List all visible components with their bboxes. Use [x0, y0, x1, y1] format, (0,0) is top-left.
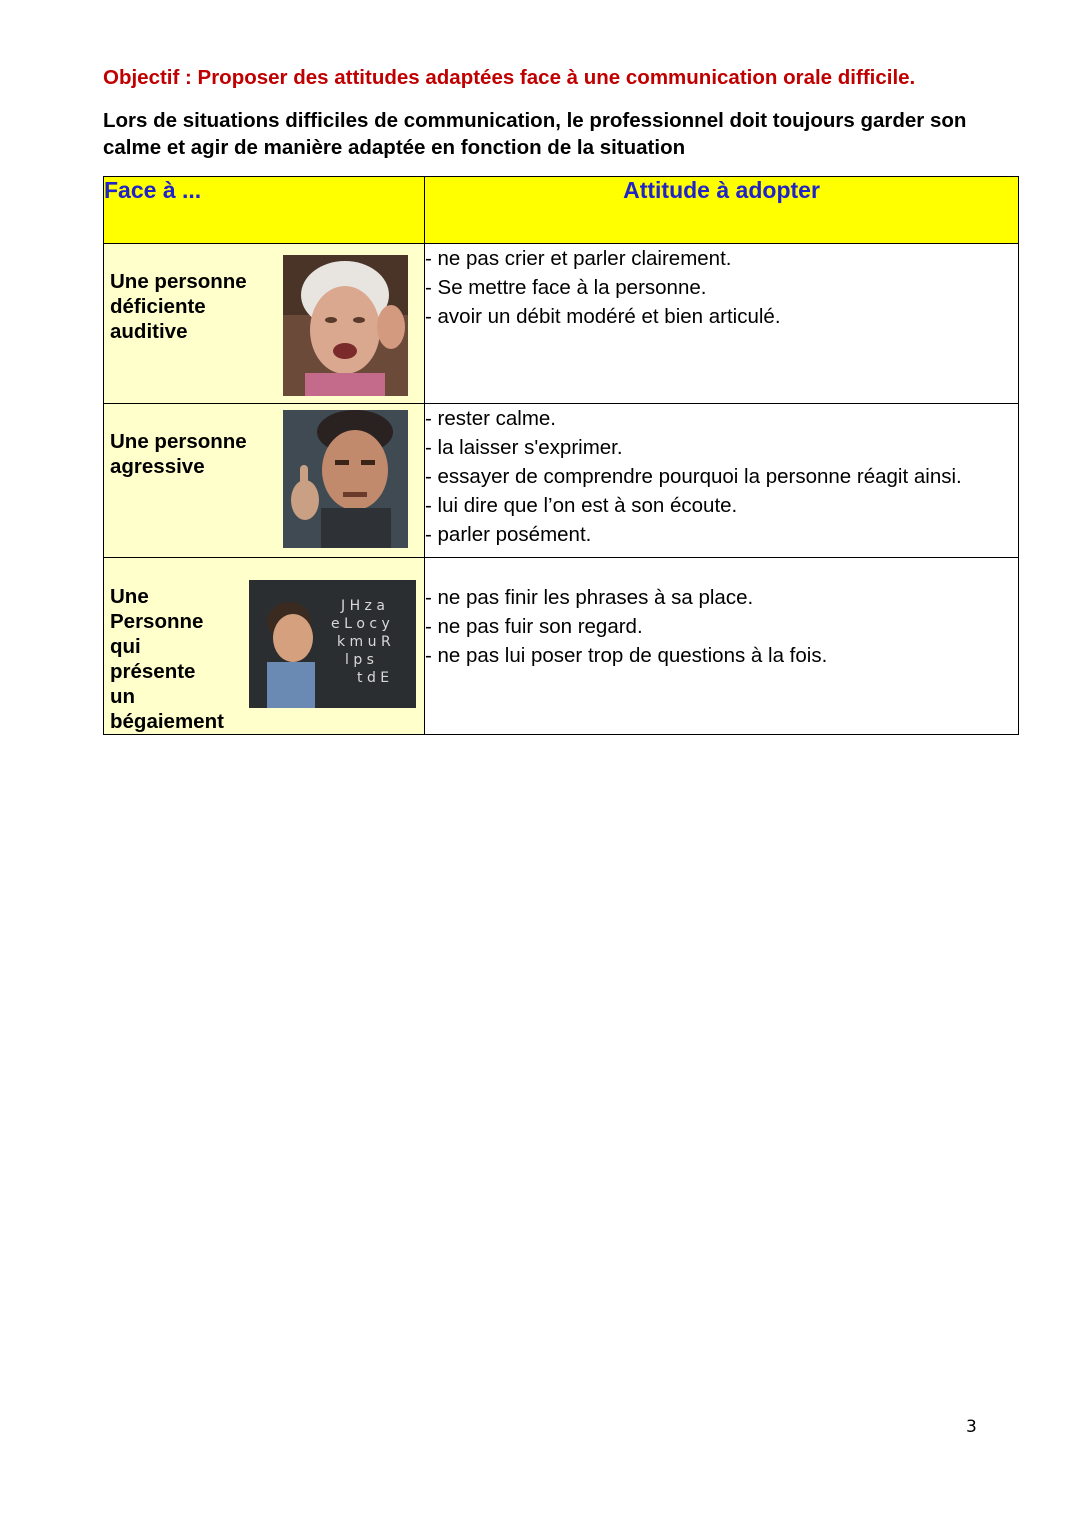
elderly-woman-hearing-photo-icon [283, 255, 408, 396]
situation-label: Une Personne qui présente un bégaiement [110, 585, 224, 733]
situation-cell [104, 558, 425, 735]
svg-text:e L o c y: e L o c y [331, 616, 390, 632]
attitude-cell: - rester calme. - la laisser s'exprimer. - essayer de comprendre pourquoi la personne réagit ainsi. - lui dire que l’on est à son écoute. - parler posément. [425, 404, 1019, 558]
svg-text:J H z a: J H z a [341, 598, 385, 614]
svg-text:t d E: t d E [357, 670, 390, 686]
intro-paragraph: Lors de situations difficiles de communication, le professionnel doit toujours garder son calme et agir de manière adaptée en fonction de la situation [103, 109, 967, 159]
situation-label: Une personne agressive [110, 430, 247, 478]
attitudes-table [103, 176, 1019, 735]
angry-man-pointing-photo-icon [283, 410, 408, 548]
page-number: 3 [966, 1417, 977, 1437]
objective-heading: Objectif : Proposer des attitudes adaptées face à une communication orale difficile. [103, 66, 916, 89]
table-header-row [104, 177, 1019, 244]
header-face-a: Face à ... [104, 177, 425, 244]
table-row [104, 404, 1019, 558]
attitude-cell: - ne pas finir les phrases à sa place. - ne pas fuir son regard. - ne pas lui poser trop de questions à la fois. [425, 558, 1019, 735]
situation-cell [104, 244, 425, 404]
situation-cell [104, 404, 425, 558]
svg-text:l p s: l p s [345, 652, 374, 668]
table-row [104, 244, 1019, 404]
header-attitude: Attitude à adopter [425, 177, 1019, 244]
attitude-cell: - ne pas crier et parler clairement. - Se mettre face à la personne. - avoir un débit modéré et bien articulé. [425, 244, 1019, 404]
svg-text:k m u R: k m u R [337, 634, 391, 650]
table-row [104, 558, 1019, 735]
boy-letters-chalkboard-photo-icon [249, 580, 416, 708]
situation-label: Une personne déficiente auditive [110, 270, 247, 343]
